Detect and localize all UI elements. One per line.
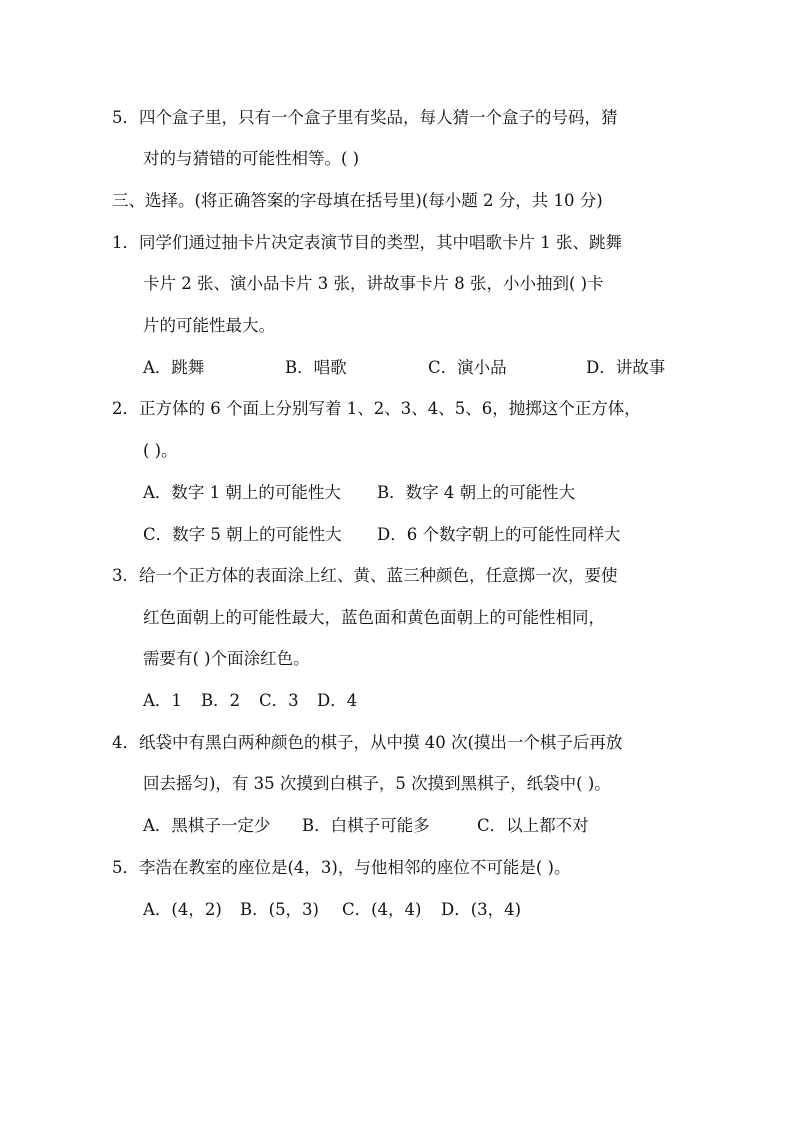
q1-stem-line1: 1．同学们通过抽卡片决定表演节目的类型，其中唱歌卡片 1 张、跳舞 <box>112 233 622 252</box>
q3-stem-line1: 3．给一个正方体的表面涂上红、黄、蓝三种颜色，任意掷一次，要使 <box>112 566 618 585</box>
q2-option-d: D．6 个数字朝上的可能性同样大 <box>377 525 621 544</box>
q3-option-d: D．4 <box>317 691 358 710</box>
q5-option-a: A．(4，2) <box>143 900 222 919</box>
q5-option-c: C．(4，4) <box>342 900 422 919</box>
q2-option-c: C．数字 5 朝上的可能性大 <box>143 525 342 544</box>
q3-option-b: B．2 <box>201 691 241 710</box>
q3-option-c: C．3 <box>259 691 299 710</box>
q1-option-b: B．唱歌 <box>285 358 347 377</box>
q4-stem-line2: 回去摇匀)，有 35 次摸到白棋子，5 次摸到黑棋子，纸袋中( )。 <box>143 774 611 793</box>
section-3-heading: 三、选择。(将正确答案的字母填在括号里)(每小题 2 分，共 10 分) <box>112 191 603 210</box>
q2-stem-line2: ( )。 <box>143 441 178 460</box>
q1-option-a: A．跳舞 <box>143 358 205 377</box>
q5-option-b: B．(5，3) <box>240 900 319 919</box>
q3-stem-line3: 需要有( )个面涂红色。 <box>143 649 310 668</box>
judge-q5-line1: 5．四个盒子里，只有一个盒子里有奖品，每人猜一个盒子的号码，猜 <box>112 108 618 127</box>
q1-option-c: C．演小品 <box>428 358 507 377</box>
q4-stem-line1: 4．纸袋中有黑白两种颜色的棋子，从中摸 40 次(摸出一个棋子后再放 <box>112 733 623 752</box>
judge-q5-line2: 对的与猜错的可能性相等。( ) <box>143 149 360 168</box>
q3-option-a: A．1 <box>143 691 182 710</box>
q4-option-a: A．黑棋子一定少 <box>143 816 271 835</box>
q1-stem-line2: 卡片 2 张、演小品卡片 3 张，讲故事卡片 8 张，小小抽到( )卡 <box>143 274 604 293</box>
q4-option-b: B．白棋子可能多 <box>302 816 430 835</box>
q5-stem-line1: 5．李浩在教室的座位是(4，3)，与他相邻的座位不可能是( )。 <box>112 858 571 877</box>
q3-stem-line2: 红色面朝上的可能性最大，蓝色面和黄色面朝上的可能性相同， <box>143 608 605 627</box>
q2-option-a: A．数字 1 朝上的可能性大 <box>143 483 341 502</box>
q1-stem-line3: 片的可能性最大。 <box>143 316 275 335</box>
q4-option-c: C．以上都不对 <box>477 816 589 835</box>
q5-option-d: D．(3，4) <box>441 900 522 919</box>
q2-stem-line1: 2．正方体的 6 个面上分别写着 1、2、3、4、5、6，抛掷这个正方体， <box>112 399 641 418</box>
q2-option-b: B．数字 4 朝上的可能性大 <box>377 483 576 502</box>
q1-option-d: D．讲故事 <box>586 358 666 377</box>
